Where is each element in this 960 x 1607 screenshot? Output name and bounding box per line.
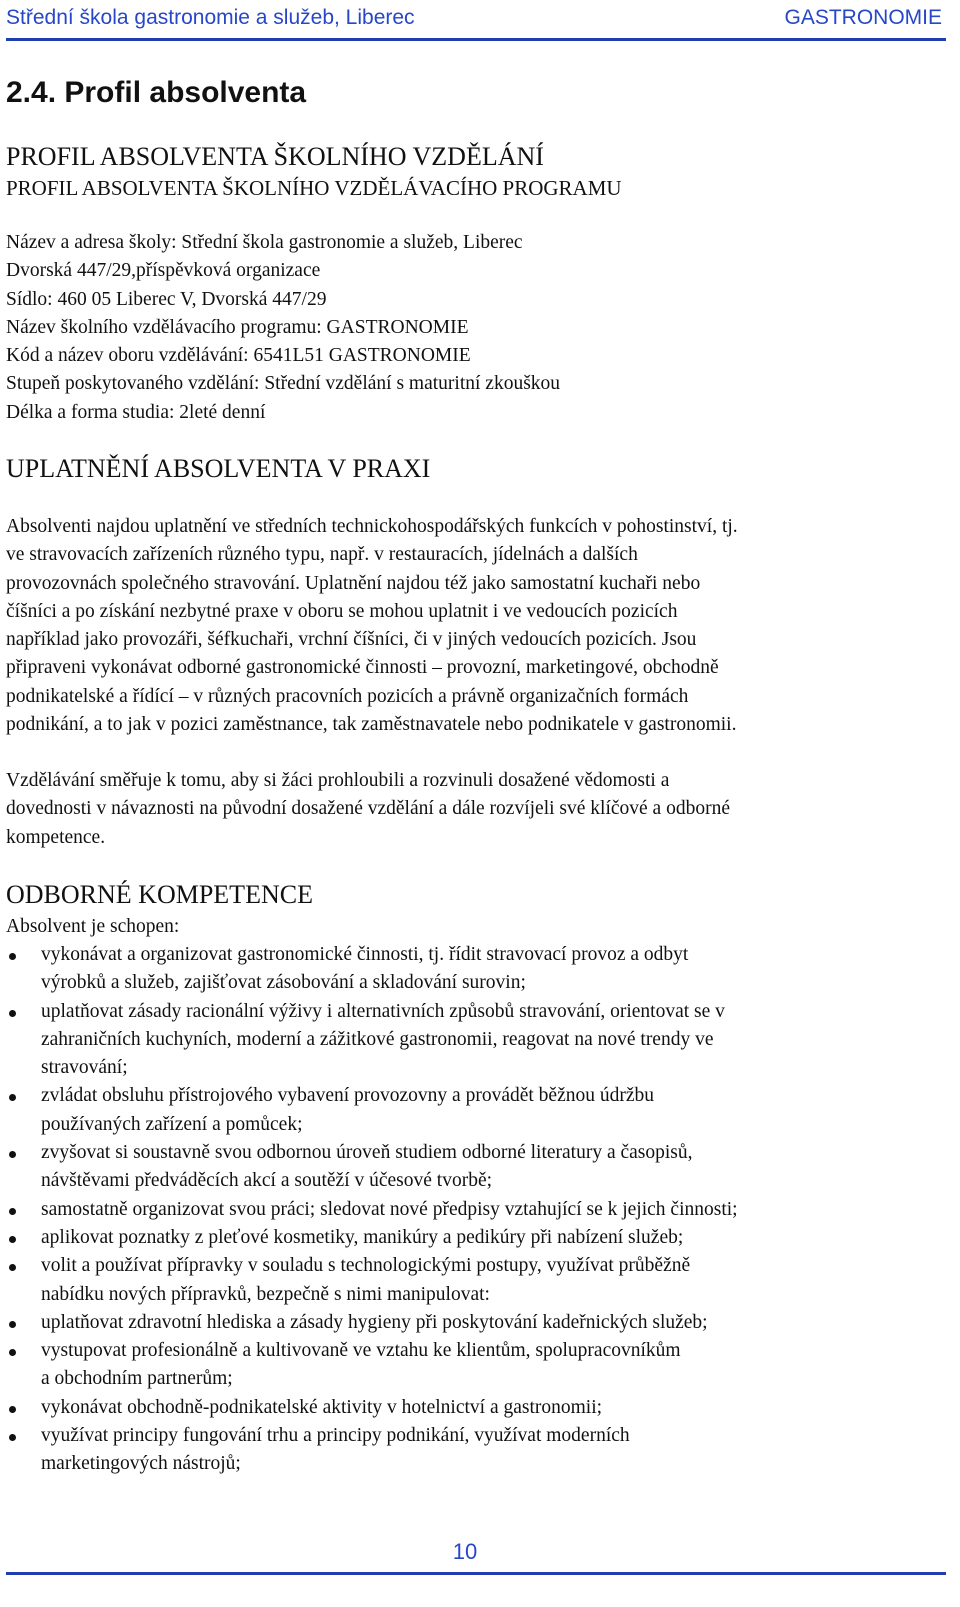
list-item: [6, 1337, 941, 1394]
bullet-icon: [9, 1264, 16, 1271]
paragraph-line: kompetence.: [6, 826, 106, 848]
list-item: [6, 941, 941, 998]
uplatneni-paragraph-1: [6, 513, 941, 739]
uplatneni-heading: UPLATNĚNÍ ABSOLVENTA V PRAXI: [6, 454, 431, 483]
list-item: [6, 1252, 941, 1309]
list-item-line: využívat principy fungování trhu a principy podnikání, využívat moderních: [41, 1425, 630, 1447]
list-item-line: zahraničních kuchyních, moderní a zážitkové gastronomii, reagovat na nové trendy ve: [41, 1028, 714, 1050]
list-item-line: uplatňovat zásady racionální výživy i alternativních způsobů stravování, orientovat se v: [41, 1000, 725, 1022]
bullet-icon: [9, 953, 16, 960]
bullet-icon: [9, 1151, 16, 1158]
list-item-line: používaných zařízení a pomůcek;: [41, 1113, 303, 1135]
list-item-line: návštěvami předváděcích akcí a soutěží v účesové tvorbě;: [41, 1170, 493, 1192]
list-item-line: zvládat obsluhu přístrojového vybavení provozovny a provádět běžnou údržbu: [41, 1085, 655, 1107]
list-item-line: vystupovat profesionálně a kultivovaně ve vztahu ke klientům, spolupracovníkům: [41, 1340, 681, 1362]
paragraph-line: Absolventi najdou uplatnění ve středních technickohospodářských funkcích v pohostinství, tj.: [6, 516, 738, 537]
list-item: [6, 1309, 941, 1337]
list-item: [6, 1422, 941, 1479]
list-item: [6, 1224, 941, 1252]
info-line: Délka a forma studia: 2leté denní: [6, 401, 266, 423]
uplatneni-paragraph-2: [6, 767, 941, 852]
paragraph-line: ve stravovacích zařízeních různého typu, např. v restauracích, jídelnách a dalších: [6, 544, 638, 566]
list-item-line: a obchodním partnerům;: [41, 1368, 233, 1390]
list-item: [6, 1394, 941, 1422]
footer-rule: [6, 1572, 946, 1575]
bullet-icon: [9, 1208, 16, 1215]
list-item: [6, 998, 941, 1083]
bullet-icon: [9, 1349, 16, 1356]
info-line: Sídlo: 460 05 Liberec V, Dvorská 447/29: [6, 288, 327, 310]
list-item-line: uplatňovat zdravotní hlediska a zásady hygieny při poskytování kadeřnických služeb;: [41, 1311, 708, 1333]
list-item-line: volit a používat přípravky v souladu s technologickými postupy, využívat průběžně: [41, 1255, 691, 1277]
page-number: 10: [452, 1539, 478, 1564]
info-line: Název školního vzdělávacího programu: GASTRONOMIE: [6, 316, 469, 338]
header-school-name: Střední škola gastronomie a služeb, Liberec: [6, 6, 415, 29]
info-line: Kód a název oboru vzdělávání: 6541L51 GASTRONOMIE: [6, 345, 471, 367]
kompetence-heading: ODBORNÉ KOMPETENCE: [6, 880, 313, 909]
list-item: [6, 1139, 941, 1196]
list-item-line: nabídku nových přípravků, bezpečně s nimi manipulovat:: [41, 1283, 490, 1305]
list-item: [6, 1082, 941, 1139]
page-header: [6, 2, 946, 41]
kompetence-lead: Absolvent je schopen:: [6, 916, 180, 937]
list-item: [6, 1196, 941, 1224]
profile-subtitle: PROFIL ABSOLVENTA ŠKOLNÍHO VZDĚLÁVACÍHO PROGRAMU: [6, 176, 622, 200]
profile-title: PROFIL ABSOLVENTA ŠKOLNÍHO VZDĚLÁNÍ: [6, 142, 544, 171]
list-item-line: aplikovat poznatky z pleťové kosmetiky, manikúry a pedikúry při nabízení služeb;: [41, 1226, 684, 1248]
list-item-line: vykonávat obchodně-podnikatelské aktivity v hotelnictví a gastronomii;: [41, 1396, 603, 1418]
list-item-line: stravování;: [41, 1057, 128, 1079]
bullet-icon: [9, 1321, 16, 1328]
header-subject: GASTRONOMIE: [784, 6, 942, 29]
bullet-icon: [9, 1434, 16, 1441]
list-item-line: zvyšovat si soustavně svou odbornou úroveň studiem odborné literatury a časopisů,: [41, 1142, 693, 1164]
info-line: Stupeň poskytovaného vzdělání: Střední vzdělání s maturitní zkouškou: [6, 373, 561, 395]
bullet-icon: [9, 1094, 16, 1101]
list-item-line: marketingových nástrojů;: [41, 1453, 241, 1475]
list-item-line: samostatně organizovat svou práci; sledovat nové předpisy vztahující se k jejich činnosti;: [41, 1198, 738, 1220]
bullet-icon: [9, 1010, 16, 1017]
list-item-line: vykonávat a organizovat gastronomické činnosti, tj. řídit stravovací provoz a odbyt: [41, 944, 689, 965]
info-line: Dvorská 447/29,příspěvková organizace: [6, 260, 321, 282]
paragraph-line: provozovnách společného stravování. Uplatnění najdou též jako samostatní kuchaři nebo: [6, 572, 701, 594]
paragraph-line: například jako provozáři, šéfkuchaři, vrchní číšníci, či v jiných vedoucích pozicích. Jsou: [6, 629, 697, 651]
list-item-line: výrobků a služeb, zajišťovat zásobování a skladování surovin;: [41, 972, 526, 994]
info-line: Název a adresa školy: Střední škola gastronomie a služeb, Liberec: [6, 232, 523, 253]
school-info-list: [6, 229, 560, 427]
bullet-icon: [9, 1236, 16, 1243]
kompetence-list: [6, 941, 941, 1479]
paragraph-line: číšníci a po získání nezbytné praxe v oboru se mohou uplatnit i ve vedoucích pozicích: [6, 600, 678, 622]
paragraph-line: Vzdělávání směřuje k tomu, aby si žáci prohloubili a rozvinuli dosažené vědomosti a: [6, 770, 670, 791]
paragraph-line: podnikatelské a řídící – v různých pracovních pozicích a právně organizačních formách: [6, 685, 689, 707]
paragraph-line: připraveni vykonávat odborné gastronomické činnosti – provozní, marketingové, obchodně: [6, 657, 719, 679]
section-title: 2.4. Profil absolventa: [6, 76, 307, 109]
paragraph-line: dovednosti v návaznosti na původní dosažené vzdělání a dále rozvíjeli své klíčové a odborné: [6, 798, 730, 820]
bullet-icon: [9, 1406, 16, 1413]
paragraph-line: podnikání, a to jak v pozici zaměstnance, tak zaměstnavatele nebo podnikatele v gastronomii.: [6, 714, 737, 736]
